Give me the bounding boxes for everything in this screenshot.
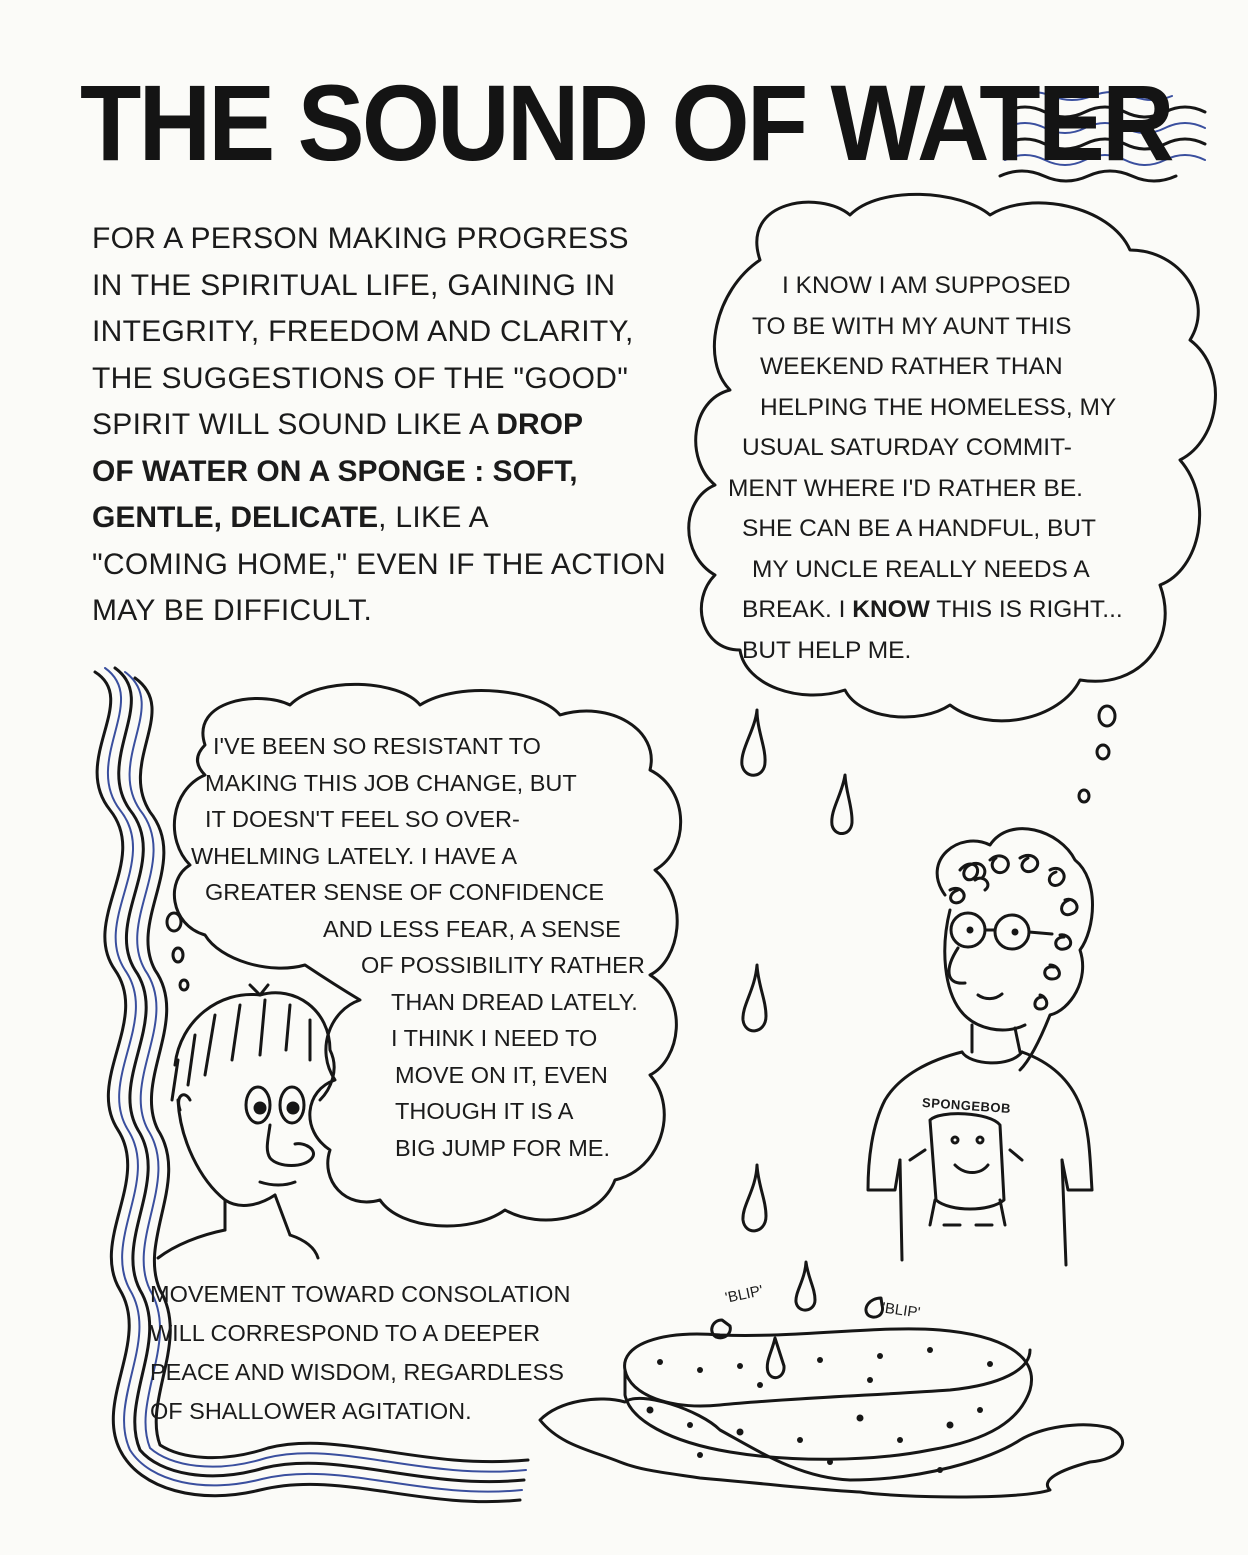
bubble-line: BIG JUMP FOR ME.: [395, 1134, 610, 1161]
bubble-line: AND LESS FEAR, A SENSE: [323, 915, 621, 942]
intro-line: IN THE SPIRITUAL LIFE, GAINING IN: [92, 268, 616, 302]
bubble-line: BUT HELP ME.: [742, 636, 912, 664]
bubble-line: THAN DREAD LATELY.: [391, 988, 638, 1015]
bubble-line: WEEKEND RATHER THAN: [760, 353, 1063, 380]
bubble-line: SHE CAN BE A HANDFUL, BUT: [742, 515, 1096, 542]
intro-text: SPIRIT WILL SOUND LIKE A: [92, 408, 497, 441]
intro-line: FOR A PERSON MAKING PROGRESS: [92, 222, 629, 255]
shirt-label: SPONGEBOB: [921, 1094, 1012, 1117]
intro-line: THE SUGGESTIONS OF THE "GOOD": [92, 361, 629, 395]
bubble-line: MY UNCLE REALLY NEEDS A: [752, 555, 1090, 583]
bubble-line: MOVE ON IT, EVEN: [395, 1061, 608, 1088]
intro-line: MAY BE DIFFICULT.: [92, 594, 373, 627]
intro-line: INTEGRITY, FREEDOM AND CLARITY,: [92, 315, 634, 348]
bubble-line: GREATER SENSE OF CONFIDENCE: [205, 879, 605, 905]
intro-line: "COMING HOME," EVEN IF THE ACTION: [92, 547, 667, 581]
intro-line: [92, 449, 672, 496]
intro-line: [92, 402, 672, 449]
bubble-text: BREAK. I: [742, 596, 853, 623]
intro-bold-text: GENTLE, DELICATE: [92, 501, 379, 534]
sponge-icon: [540, 1329, 1123, 1497]
caption-line: MOVEMENT TOWARD CONSOLATION: [150, 1281, 571, 1307]
bubble-bold-text: KNOW: [852, 596, 930, 623]
bubble-line: I THINK I NEED TO: [391, 1025, 598, 1051]
caption-line: WILL CORRESPOND TO A DEEPER: [150, 1320, 541, 1346]
blip-left-label: 'BLIP': [723, 1282, 765, 1307]
blip-right-label: 'BLIP': [881, 1299, 922, 1322]
bubble-line: HELPING THE HOMELESS, MY: [760, 393, 1117, 421]
bubble-line: USUAL SATURDAY COMMIT-: [742, 434, 1072, 461]
intro-bold-text: OF WATER ON A SPONGE : SOFT,: [92, 454, 578, 488]
caption-line: PEACE AND WISDOM, REGARDLESS: [150, 1359, 564, 1385]
bubble-line: THOUGH IT IS A: [395, 1098, 574, 1124]
thought-dots-right-icon: [1079, 706, 1115, 802]
intro-bold-text: DROP: [496, 408, 583, 441]
left-bubble-text: [191, 728, 670, 1166]
bubble-line: [742, 590, 1162, 631]
bottom-caption: [150, 1275, 610, 1431]
bubble-line: I'VE BEEN SO RESISTANT TO: [213, 733, 541, 759]
water-drops-icon: [712, 710, 883, 1378]
bubble-line: WHELMING LATELY. I HAVE A: [191, 842, 518, 869]
bubble-text: THIS IS RIGHT...: [929, 596, 1123, 623]
bubble-line: MAKING THIS JOB CHANGE, BUT: [205, 769, 577, 796]
page-title: THE SOUND OF WATER: [80, 62, 1172, 183]
intro-paragraph: [92, 216, 672, 635]
caption-line: OF SHALLOWER AGITATION.: [150, 1398, 472, 1424]
bubble-line: TO BE WITH MY AUNT THIS: [752, 312, 1072, 340]
intro-line: [92, 495, 672, 542]
right-bubble-text: [728, 266, 1162, 671]
curly-haired-person-icon: [868, 829, 1093, 1265]
bubble-line: I KNOW I AM SUPPOSED: [782, 272, 1071, 299]
bubble-line: OF POSSIBILITY RATHER: [361, 952, 645, 978]
intro-text: , LIKE A: [378, 501, 489, 534]
bubble-line: IT DOESN'T FEEL SO OVER-: [205, 806, 520, 832]
bubble-line: MENT WHERE I'D RATHER BE.: [728, 474, 1083, 502]
